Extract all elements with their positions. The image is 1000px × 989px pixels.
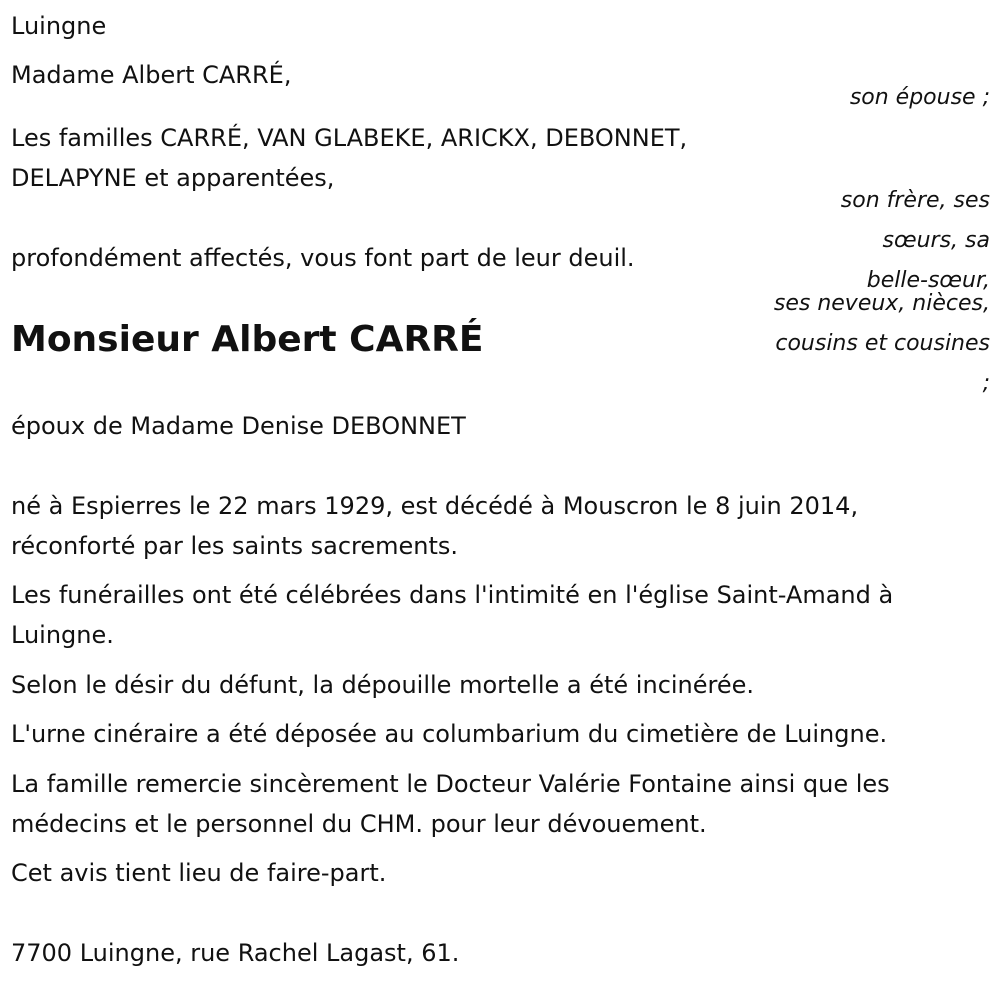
spouse-name: Madame Albert CARRÉ, xyxy=(11,61,292,89)
funeral-line-2: Luingne. xyxy=(11,621,114,649)
address-line: 7700 Luingne, rue Rachel Lagast, 61. xyxy=(11,939,460,967)
deceased-name: Monsieur Albert CARRÉ xyxy=(11,319,484,360)
cremation-line: Selon le désir du défunt, la dépouille mortelle a été incinérée. xyxy=(11,671,755,699)
place-heading: Luingne xyxy=(11,12,107,40)
families-line-2: DELAPYNE et apparentées, xyxy=(11,164,335,192)
relations-line-3: belle-sœur, xyxy=(866,268,990,293)
families-line-1: Les familles CARRÉ, VAN GLABEKE, ARICKX, DEBONNET, xyxy=(11,124,688,152)
birth-death-line-2: réconforté par les saints sacrements. xyxy=(11,532,459,560)
birth-death-line-1: né à Espierres le 22 mars 1929, est décédé à Mouscron le 8 juin 2014, xyxy=(11,492,859,520)
thanks-line-1: La famille remercie sincèrement le Docteur Valérie Fontaine ainsi que les xyxy=(11,770,890,798)
spouse-role: son épouse ; xyxy=(849,85,990,110)
thanks-line-2: médecins et le personnel du CHM. pour leur dévouement. xyxy=(11,810,707,838)
relations-line-5: cousins et cousines xyxy=(775,331,990,356)
affected-line: profondément affectés, vous font part de leur deuil. xyxy=(11,244,635,272)
relations-line-6: ; xyxy=(982,371,990,396)
funeral-line-1: Les funérailles ont été célébrées dans l'intimité en l'église Saint-Amand à xyxy=(11,581,894,609)
notice-line: Cet avis tient lieu de faire-part. xyxy=(11,859,387,887)
relations-line-2: sœurs, sa xyxy=(882,228,990,253)
urn-line: L'urne cinéraire a été déposée au columbarium du cimetière de Luingne. xyxy=(11,720,888,748)
spouse-of: époux de Madame Denise DEBONNET xyxy=(11,412,466,440)
relations-line-4: ses neveux, nièces, xyxy=(773,291,990,316)
relations-line-1: son frère, ses xyxy=(840,188,990,213)
